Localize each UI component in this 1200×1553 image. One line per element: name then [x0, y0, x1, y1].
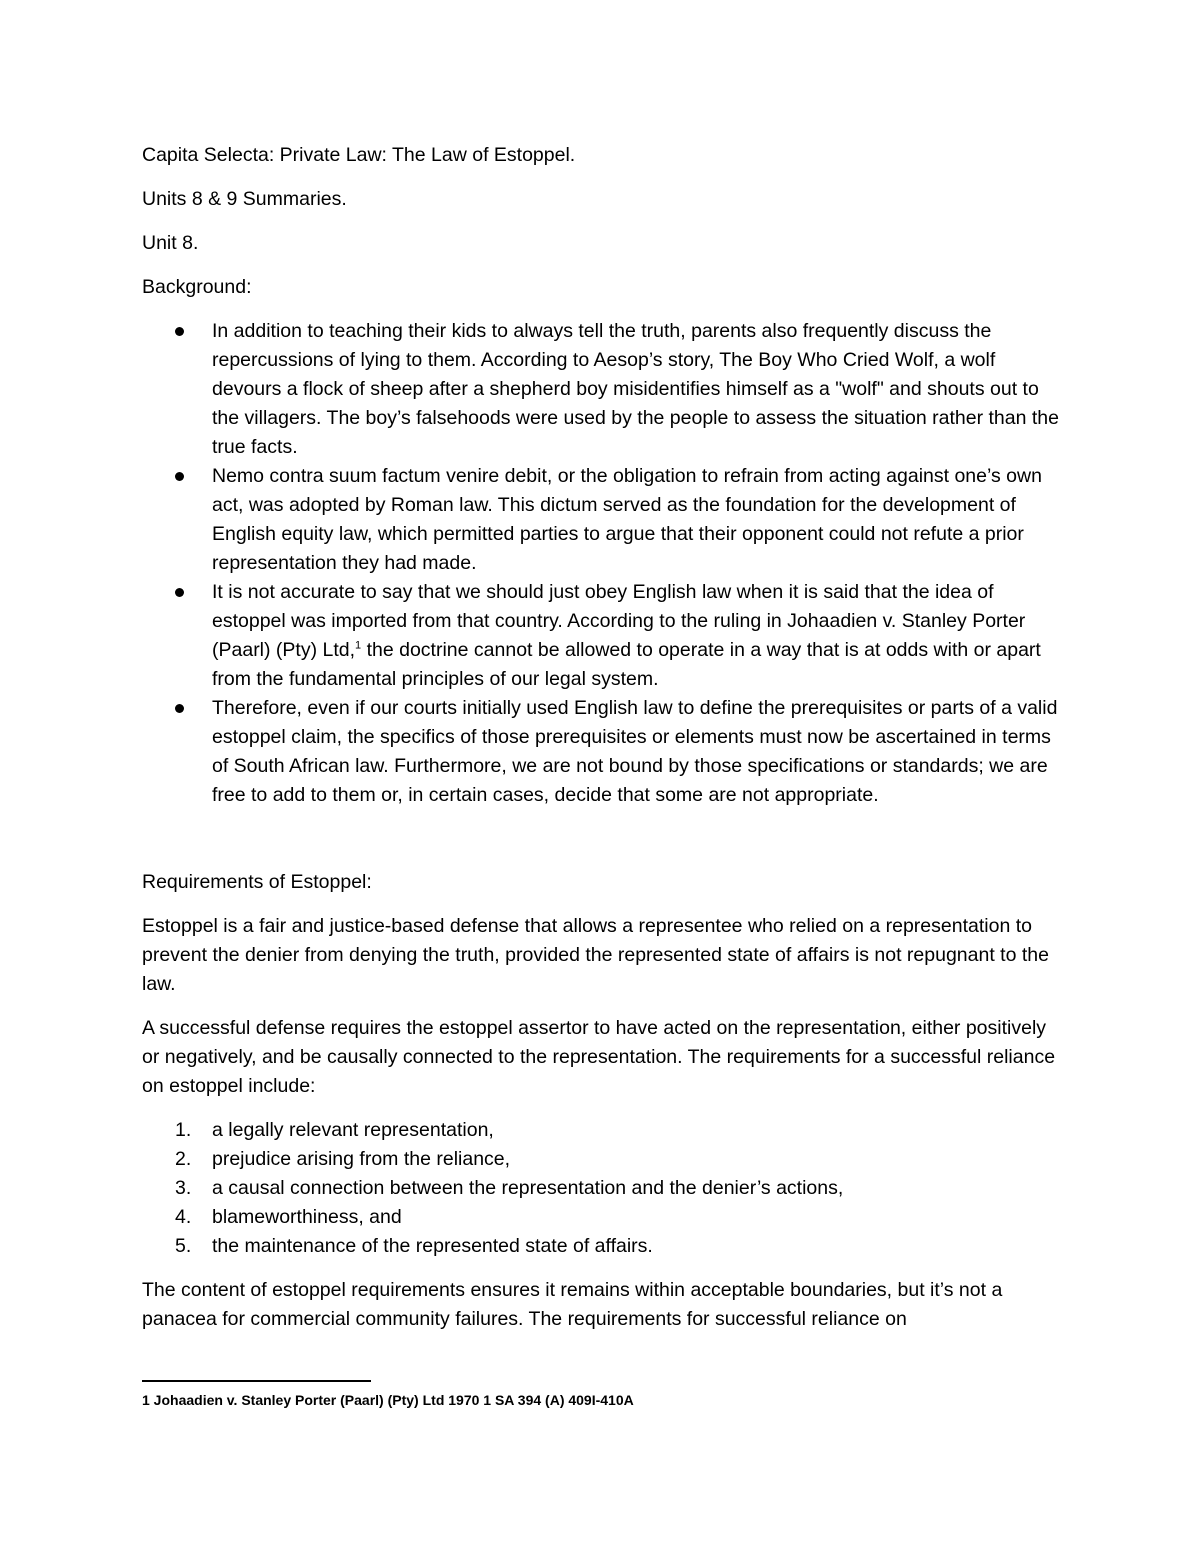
requirements-paragraph-2: A successful defense requires the estoppel assertor to have acted on the representation, either positively or negatively, and be causally connected to the representation. The requirements for a successful reliance on estoppel include: — [142, 1017, 1056, 1097]
list-item-text: blameworthiness, and — [212, 1206, 402, 1228]
requirements-paragraph-3: The content of estoppel requirements ensures it remains within acceptable boundaries, but it’s not a panacea for commercial community failures. The requirements for successful reliance on — [142, 1279, 1003, 1330]
list-number: 4. — [175, 1206, 192, 1228]
list-item — [142, 1145, 1062, 1174]
bullet-text: In addition to teaching their kids to always tell the truth, parents also frequently discuss the repercussions of lying to them. According to Aesop’s story, The Boy Who Cried Wolf, a wolf devours a flock of sheep after a shepherd boy misidentifies himself as a "wolf" and shouts out to the villagers. The boy’s falsehoods were used by the people to assess the situation rather than the true facts. — [212, 320, 1059, 458]
bullet-icon — [175, 472, 184, 481]
background-bullet-list — [142, 317, 1062, 810]
list-item — [142, 1203, 1062, 1232]
bullet-icon — [175, 327, 184, 336]
document-subtitle: Units 8 & 9 Summaries. — [142, 188, 347, 210]
bullet-icon — [175, 704, 184, 713]
list-number: 3. — [175, 1177, 192, 1199]
list-item — [142, 1232, 1062, 1261]
list-number: 5. — [175, 1235, 192, 1257]
bullet-text: It is not accurate to say that we should just obey English law when it is said that the idea of estoppel was imported from that country. According to the ruling in Johaadien v. Stanley Porter (Paarl) (Pty) Ltd, — [212, 581, 1026, 661]
bullet-text: Therefore, even if our courts initially used English law to define the prerequisites or parts of a valid estoppel claim, the specifics of those prerequisites or elements must now be ascertained in terms of South African law. Furthermore, we are not bound by those specifications or standards; we are free to add to them or, in certain cases, decide that some are not appropriate. — [212, 697, 1058, 806]
unit-heading: Unit 8. — [142, 232, 199, 254]
list-item — [142, 1116, 1062, 1145]
document-title: Capita Selecta: Private Law: The Law of Estoppel. — [142, 144, 576, 166]
list-item-text: prejudice arising from the reliance, — [212, 1148, 511, 1170]
list-item — [142, 694, 1062, 810]
bullet-text-continued: the doctrine cannot be allowed to operate in a way that is at odds with or apart from the fundamental principles of our legal system. — [212, 639, 1041, 690]
requirements-heading: Requirements of Estoppel: — [142, 871, 372, 893]
requirements-paragraph-1: Estoppel is a fair and justice-based defense that allows a representee who relied on a representation to prevent the denier from denying the truth, provided the represented state of affairs is not repugnant to the law. — [142, 915, 1049, 995]
background-heading: Background: — [142, 276, 252, 298]
list-item — [142, 1174, 1062, 1203]
footnote-reference[interactable]: 1 — [355, 639, 362, 652]
list-item — [142, 462, 1062, 578]
bullet-text: Nemo contra suum factum venire debit, or the obligation to refrain from acting against one’s own act, was adopted by Roman law. This dictum served as the foundation for the development of English equity law, which permitted parties to argue that their opponent could not refute a prior representation they had made. — [212, 465, 1042, 574]
list-number: 2. — [175, 1148, 192, 1170]
requirements-numbered-list — [142, 1116, 1062, 1261]
list-item-text: a causal connection between the representation and the denier’s actions, — [212, 1177, 844, 1199]
bullet-icon — [175, 588, 184, 597]
list-number: 1. — [175, 1119, 192, 1141]
list-item-text: the maintenance of the represented state of affairs. — [212, 1235, 653, 1257]
list-item-text: a legally relevant representation, — [212, 1119, 494, 1141]
document-body — [142, 141, 1062, 1349]
section-spacer — [142, 825, 1062, 868]
list-item — [142, 317, 1062, 462]
footnote-separator — [142, 1380, 371, 1382]
list-item — [142, 578, 1062, 694]
footnote: 1 Johaadien v. Stanley Porter (Paarl) (Pty) Ltd 1970 1 SA 394 (A) 409I-410A — [142, 1392, 634, 1408]
